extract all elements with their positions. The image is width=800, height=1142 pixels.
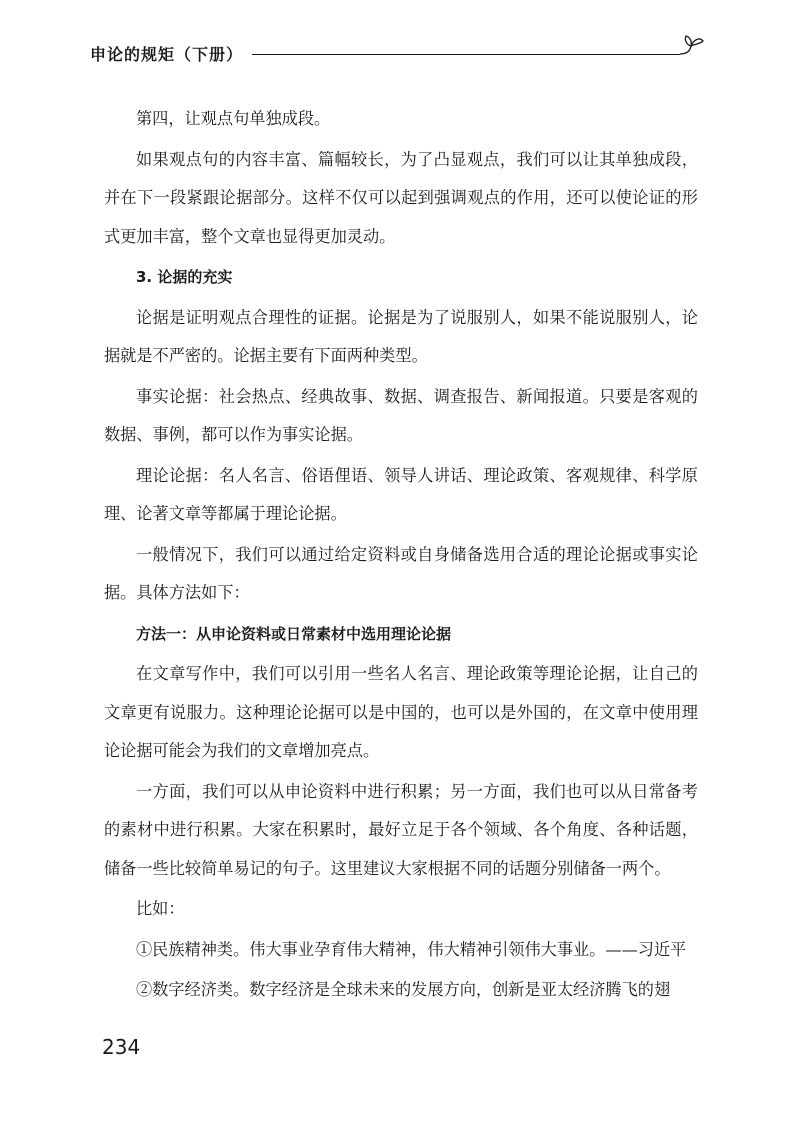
list-item: ②数字经济类。数字经济是全球未来的发展方向，创新是亚太经济腾飞的翅 — [136, 980, 671, 999]
paragraph: 在文章写作中，我们可以引用一些名人名言、理论政策等理论论据，让自己的文章更有说服力。这种理论论据可以是中国的，也可以是外国的，在文章中使用理论论据可能会为我们的文章增加亮点。 — [104, 664, 698, 760]
paragraph: 事实论据：社会热点、经典故事、数据、调查报告、新闻报道。只要是客观的数据、事例，都可以作为事实论据。 — [104, 386, 698, 444]
page-number: 234 — [102, 1035, 141, 1059]
running-header — [90, 32, 710, 66]
paragraph: 论据是证明观点合理性的证据。论据是为了说服别人，如果不能说服别人，论据就是不严密的。论据主要有下面两种类型。 — [104, 307, 698, 365]
paragraph: 一般情况下，我们可以通过给定资料或自身储备选用合适的理论论据或事实论据。具体方法如下： — [104, 544, 698, 602]
list-item: ①民族精神类。伟大事业孕育伟大精神，伟大精神引领伟大事业。——习近平 — [136, 939, 687, 959]
header-title: 申论的规矩（下册） — [90, 45, 244, 64]
header-rule — [252, 54, 680, 55]
section-heading: 3. 论据的充实 — [136, 268, 233, 286]
paragraph: 一方面，我们可以从申论资料中进行积累；另一方面，我们也可以从日常备考的素材中进行积累。大家在积累时，最好立足于各个领域、各个角度、各种话题，储备一些比较简单易记的句子。这里建议大家根据不同的话题分别储备一两个。 — [104, 781, 698, 878]
method-heading: 方法一：从申论资料或日常素材中选用理论论据 — [136, 624, 452, 643]
sprout-icon — [676, 32, 706, 60]
paragraph: 比如： — [136, 899, 185, 918]
paragraph: 如果观点句的内容丰富、篇幅较长，为了凸显观点，我们可以让其单独成段，并在下一段紧跟论据部分。这样不仅可以起到强调观点的作用，还可以使论证的形式更加丰富，整个文章也显得更加灵动。 — [104, 149, 698, 246]
body-text — [104, 100, 698, 1012]
paragraph: 理论论据：名人名言、俗语俚语、领导人讲话、理论政策、客观规律、科学原理、论著文章等都属于理论论据。 — [104, 465, 698, 523]
paragraph-point-four: 第四，让观点句单独成段。 — [136, 109, 331, 128]
